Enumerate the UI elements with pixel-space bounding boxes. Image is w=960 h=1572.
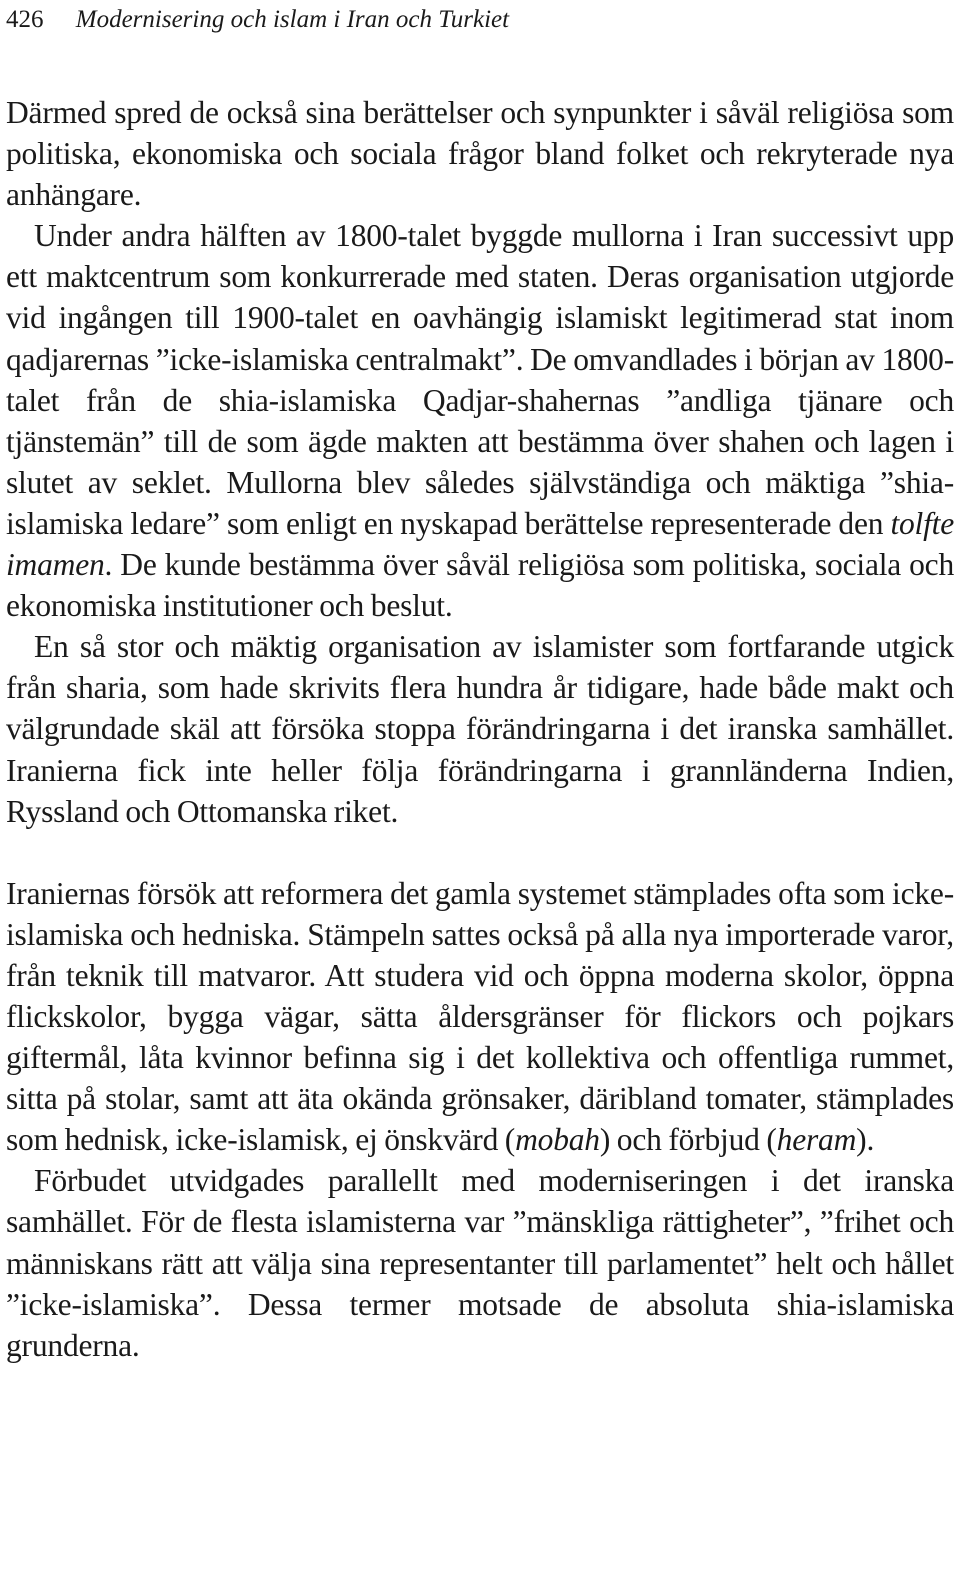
page-number: 426 — [6, 6, 44, 33]
paragraph-4 — [6, 873, 954, 1161]
paragraph-4-text-after: ). — [856, 1122, 875, 1158]
paragraph-1: Därmed spred de också sina berättelser och synpunkter i såväl religiösa som politiska, ekonomiska och sociala frågor bland folket och rekryterade nya anhängare. — [6, 95, 954, 213]
paragraph-5: Förbudet utvidgades parallellt med moderniseringen i det iranska samhället. För de flesta islamisterna var ”mänskliga rättigheter”, ”frihet och människans rätt att välja sina representanter till parlamentet” helt och hållet ”icke-islamiska”. Dessa termer motsade de absoluta shia-islamiska grunderna. — [6, 1163, 954, 1363]
paragraph-3: En så stor och mäktig organisation av islamister som fortfarande utgick från sharia, som hade skrivits flera hundra år tidigare, hade både makt och välgrundade skäl att försöka stoppa förändringarna i det iranska samhället. Iranierna fick inte heller följa förändringarna i grannländerna Indien, Ryssland och Ottomanska riket. — [6, 629, 954, 829]
term-mobah: mobah — [515, 1122, 600, 1158]
paragraph-2-text-before: Under andra hälften av 1800-talet byggde mullorna i Iran successivt upp ett maktcentrum som konkurrerade med staten. Deras organisation utgjorde vid ingången till 1900-talet en oavhängig islamiskt legitimerad stat inom qadjarernas ”icke-islamiska centralmakt”. De omvandlades i början av 1800-talet från de shia-islamiska Qadjar-shahernas ”andliga tjänare och tjänstemän” till de som ägde makten att bestämma över shahen och lagen i slutet av seklet. Mullorna blev således självständiga och mäktiga ”shia-islamiska ledare” som enligt en nyskapad berättelse representerade den — [6, 218, 954, 541]
term-tolfte-imamen: tolfte imamen — [6, 505, 954, 583]
term-heram: heram — [776, 1122, 857, 1158]
running-title: Modernisering och islam i Iran och Turkiet — [75, 6, 510, 33]
paragraph-4-text-before: Iraniernas försök att reformera det gamla systemet stämplades ofta som icke-islamiska och hedniska. Stämpeln sattes också på alla nya importerade varor, från teknik till matvaror. Att studera vid och öppna moderna skolor, öppna flickskolor, bygga vägar, sätta åldersgränser för flickors och pojkars giftermål, låta kvinnor befinna sig i det kollektiva och offentliga rummet, sitta på stolar, samt att äta okända grönsaker, däribland tomater, stämplades som hednisk, icke-islamisk, ej önskvärd ( — [6, 875, 954, 1158]
book-page — [6, 0, 954, 1366]
paragraph-4-text-middle: ) och förbjud ( — [599, 1122, 777, 1158]
paragraph-2-text-after: . De kunde bestämma över såväl religiösa som politiska, sociala och ekonomiska institutioner och beslut. — [6, 547, 954, 624]
paragraph-2 — [6, 215, 954, 626]
body-text — [6, 92, 954, 1366]
running-head — [6, 0, 954, 40]
